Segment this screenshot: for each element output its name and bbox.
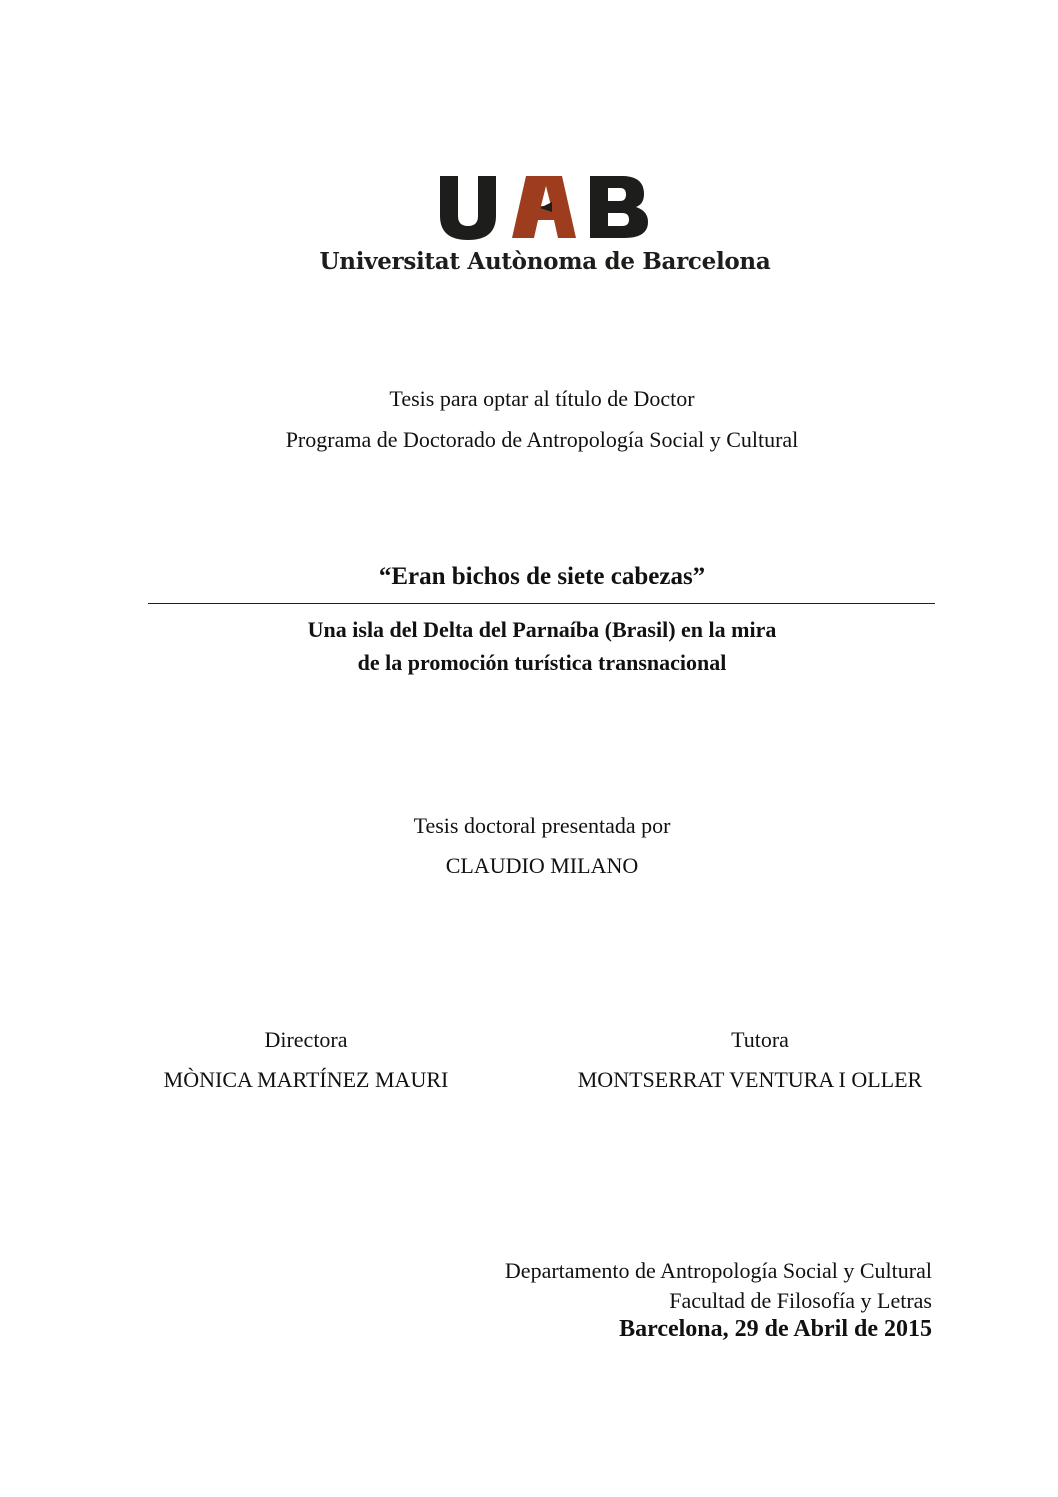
- title-divider: [148, 603, 935, 604]
- thesis-title: “Eran bichos de siete cabezas”: [378, 563, 706, 590]
- logo-letter-b: [590, 176, 648, 238]
- logo-letter-u: [440, 176, 496, 240]
- presented-by-label: Tesis doctoral presentada por: [413, 813, 671, 838]
- director-label: Directora: [264, 1027, 348, 1052]
- tutor-label: Tutora: [731, 1027, 789, 1052]
- department-name: Departamento de Antropología Social y Cultural: [504, 1258, 932, 1283]
- university-name: Universitat Autònoma de Barcelona: [319, 248, 771, 275]
- place-and-date: Barcelona, 29 de Abril de 2015: [619, 1316, 932, 1342]
- thesis-subtitle-line-2: de la promoción turística transnacional: [357, 650, 727, 675]
- thesis-subtitle-line-1: Una isla del Delta del Parnaíba (Brasil) en la mira: [307, 617, 777, 642]
- doctoral-program: Programa de Doctorado de Antropología Social y Cultural: [285, 427, 799, 452]
- author-name: CLAUDIO MILANO: [445, 853, 639, 878]
- director-name: MÒNICA MARTÍNEZ MAURI: [163, 1067, 449, 1092]
- thesis-purpose: Tesis para optar al título de Doctor: [389, 386, 695, 411]
- faculty-name: Facultad de Filosofía y Letras: [669, 1288, 932, 1313]
- tutor-name: MONTSERRAT VENTURA I OLLER: [577, 1067, 923, 1092]
- uab-logo-mark: [440, 172, 650, 242]
